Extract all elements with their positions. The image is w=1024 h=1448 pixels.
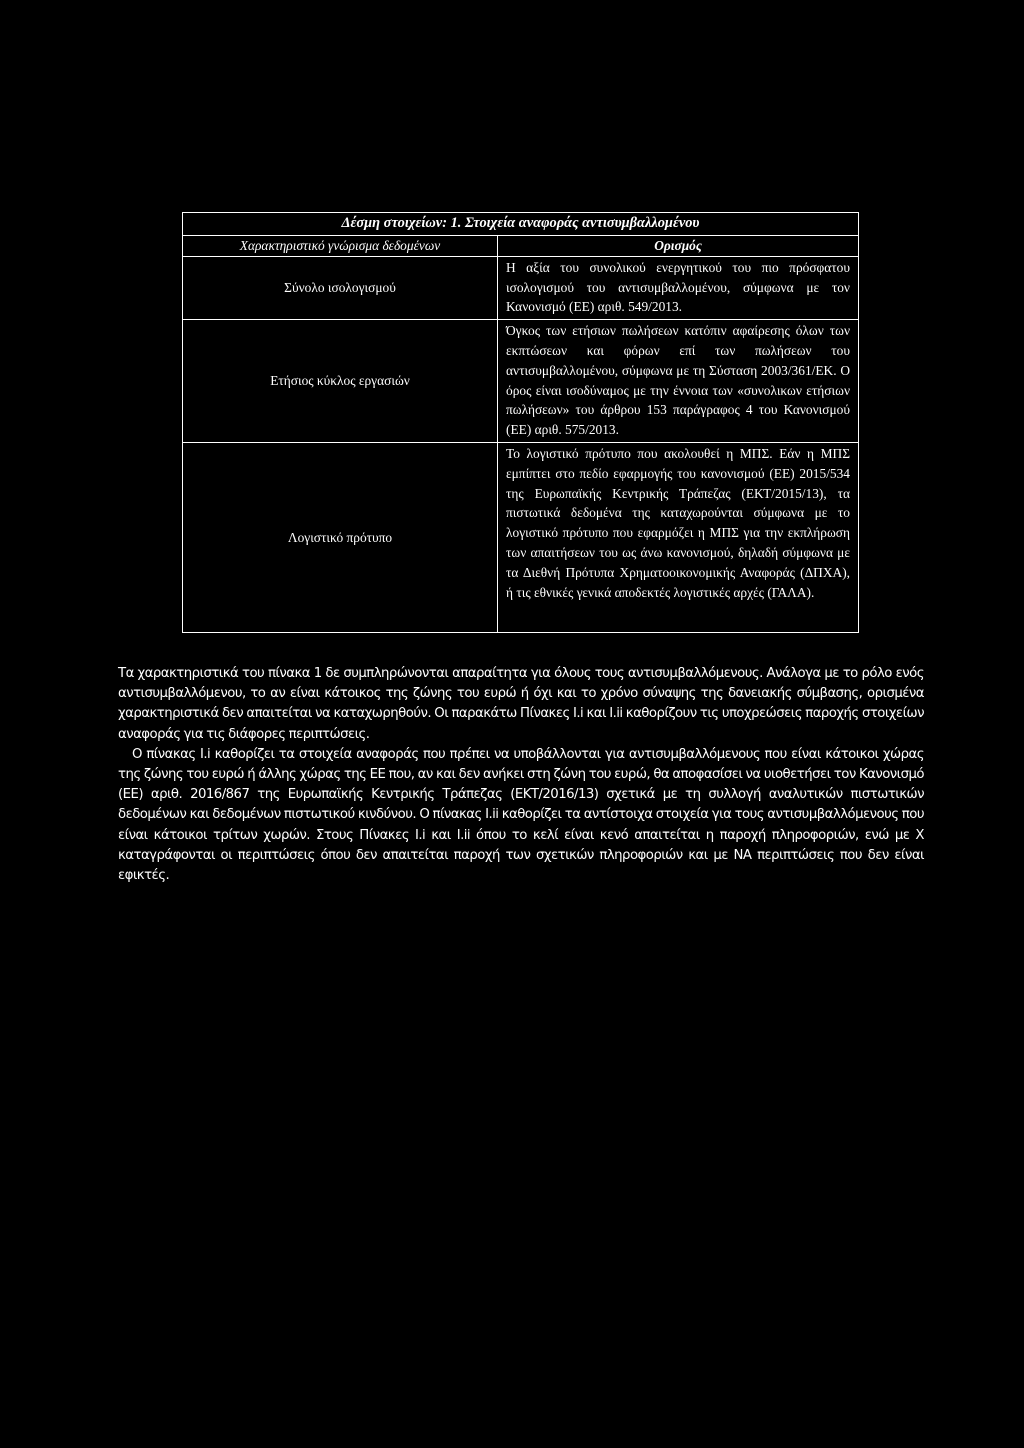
row-attribute-annual-turnover: Ετήσιος κύκλος εργασιών xyxy=(183,320,498,443)
counterparty-reference-table xyxy=(182,212,859,633)
row-definition-total-assets: Η αξία του συνολικού ενεργητικού του πιο πρόσφατου ισολογισμού του αντισυμβαλλομένου, σύμφωνα με τον Κανονισμό (ΕΕ) αριθ. 549/2013. xyxy=(498,256,859,319)
row-attribute-total-assets: Σύνολο ισολογισμού xyxy=(183,256,498,319)
paragraph: Τα χαρακτηριστικά του πίνακα 1 δε συμπληρώνονται απαραίτητα για όλους τους αντισυμβαλλόμενους. Ανάλογα με το ρόλο ενός αντισυμβαλλόμενου, το αν είναι κάτοικος της ζώνης του ευρώ ή όχι και το χρόνο σύναψης της δανειακής σύμβασης, ορισμένα χαρακτηριστικά δεν απαιτείται να καταχωρηθούν. Οι παρακάτω Πίνακες I.i και I.ii καθορίζουν τις υποχρεώσεις παροχής στοιχείων αναφοράς για τις διάφορες περιπτώσεις. xyxy=(118,666,924,742)
row-definition-accounting-standard: Το λογιστικό πρότυπο που ακολουθεί η ΜΠΣ. Εάν η ΜΠΣ εμπίπτει στο πεδίο εφαρμογής του κανονισμού (ΕΕ) 2015/534 της Ευρωπαϊκής Κεντρικής Τράπεζας (ΕΚΤ/2015/13), τα πιστωτικά δεδομένα της καταχωρούνται σύμφωνα με το λογιστικό πρότυπο που εφαρμόζει η ΜΠΣ για την εκπλήρωση των απαιτήσεων του ως άνω κανονισμού, δηλαδή σύμφωνα με τα Διεθνή Πρότυπα Χρηματοοικονομικής Αναφοράς (ΔΠΧΑ), ή τις εθνικές γενικά αποδεκτές λογιστικές αρχές (ΓΑΛΑ). xyxy=(498,442,859,632)
table-row xyxy=(183,442,859,632)
header-definition: Ορισμός xyxy=(498,236,859,257)
paragraph: Ο πίνακας I.i καθορίζει τα στοιχεία αναφοράς που πρέπει να υποβάλλονται για αντισυμβαλλόμενους που είναι κάτοικοι χώρας της ζώνης του ευρώ ή άλλης χώρας της ΕΕ που, αν και δεν ανήκει στη ζώνη του ευρώ, θα αποφασίσει να υιοθετήσει τον Κανονισμό (ΕΕ) αριθ. 2016/867 της Ευρωπαϊκής Κεντρικής Τράπεζας (ΕΚΤ/2016/13) σχετικά με τη συλλογή αναλυτικών πιστωτικών δεδομένων και δεδομένων πιστωτικού κινδύνου. Ο πίνακας I.ii καθορίζει τα αντίστοιχα στοιχεία για τους αντισυμβαλλόμενους που είναι κάτοικοι τρίτων χωρών. Στους Πίνακες I.i και I.ii όπου το κελί είναι κενό απαιτείται η παροχή πληροφοριών, ενώ με Χ καταγράφονται οι περιπτώσεις όπου δεν απαιτείται παροχή των σχετικών πληροφοριών και με ΝΑ περιπτώσεις που δεν είναι εφικτές. xyxy=(118,746,924,884)
table-row xyxy=(183,320,859,443)
row-attribute-accounting-standard: Λογιστικό πρότυπο xyxy=(183,442,498,632)
table-row xyxy=(183,256,859,319)
row-definition-annual-turnover: Όγκος των ετήσιων πωλήσεων κατόπιν αφαίρεσης όλων των εκπτώσεων και φόρων επί των πωλήσεων του αντισυμβαλλομένου, σύμφωνα με τη Σύσταση 2003/361/ΕΚ. Ο όρος είναι ισοδύναμος με την έννοια των «συνολικων ετήσιων πωλήσεων» του άρθρου 153 παράγραφος 4 του Κανονισμού (ΕΕ) αριθ. 575/2013. xyxy=(498,320,859,443)
table-title-row xyxy=(183,213,859,236)
table-title: Δέσμη στοιχείων: 1. Στοιχεία αναφοράς αντισυμβαλλομένου xyxy=(183,213,859,236)
explanatory-text xyxy=(118,664,924,886)
table-header-row xyxy=(183,236,859,257)
header-attribute: Χαρακτηριστικό γνώρισμα δεδομένων xyxy=(183,236,498,257)
